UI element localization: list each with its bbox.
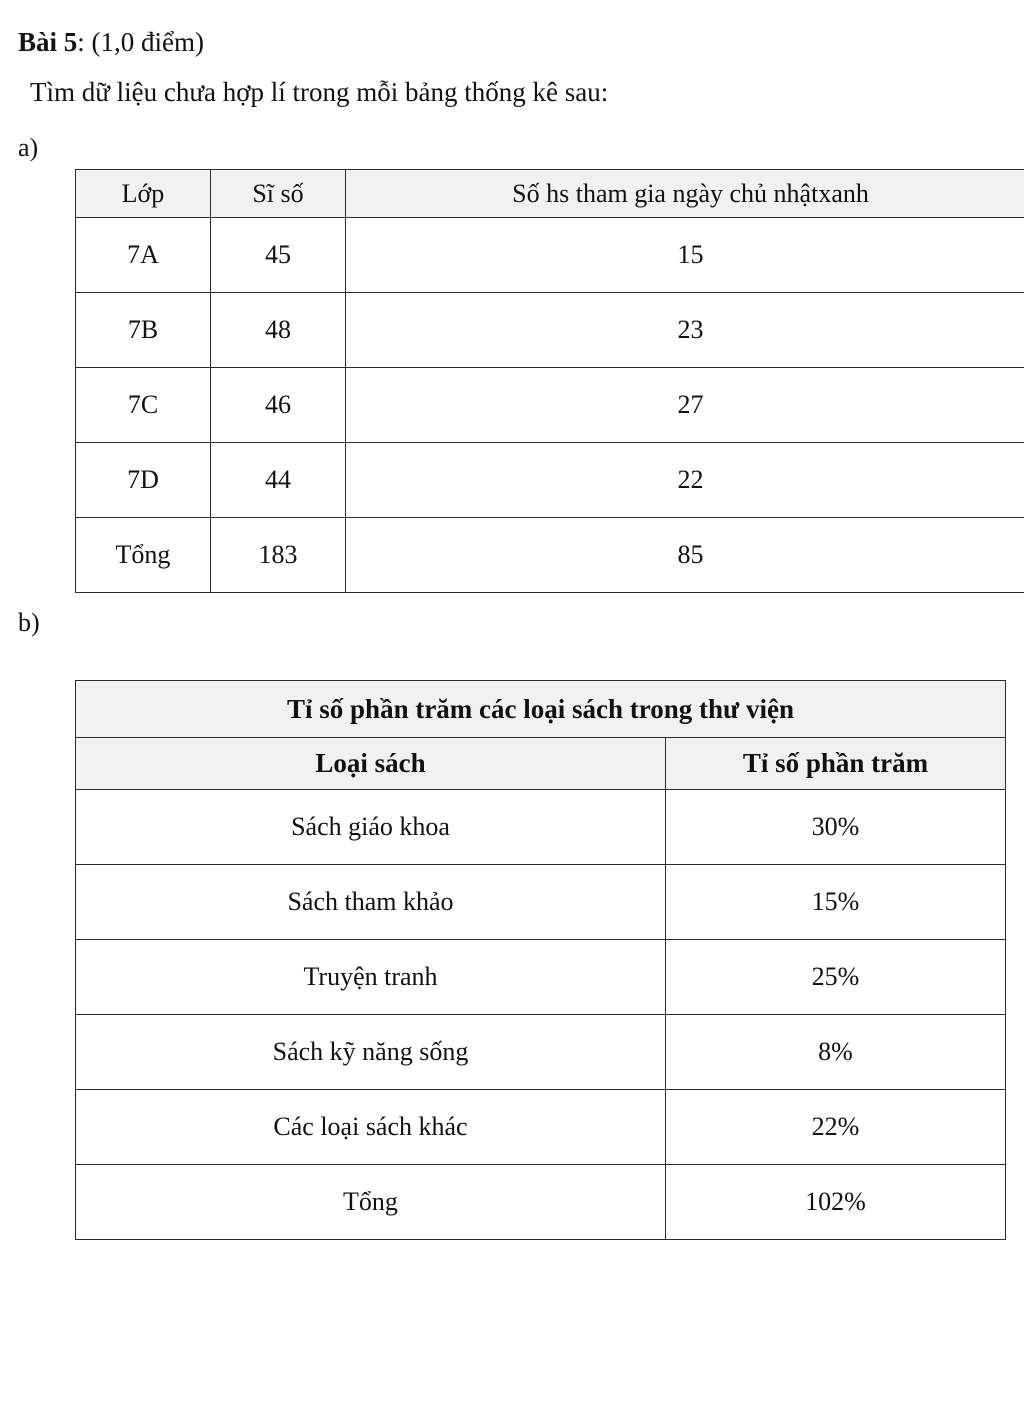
table-a-cell-participants: 22 — [346, 442, 1024, 517]
table-row — [76, 1014, 1006, 1089]
table-a-cell-class: 7C — [76, 367, 211, 442]
part-a-label: a) — [18, 132, 39, 162]
table-b-caption-row — [76, 681, 1006, 738]
table-row — [76, 217, 1024, 292]
table-b-cell-percentage: 15% — [666, 864, 1006, 939]
table-a-cell-participants: 27 — [346, 367, 1024, 442]
table-a-cell-size: 183 — [211, 517, 346, 592]
table-row-total — [76, 1164, 1006, 1239]
table-b-cell-book-type: Sách kỹ năng sống — [76, 1014, 666, 1089]
table-b-cell-book-type: Truyện tranh — [76, 939, 666, 1014]
table-b-cell-book-type: Sách giáo khoa — [76, 789, 666, 864]
table-a-header-row — [76, 169, 1024, 217]
table-a-cell-participants: 85 — [346, 517, 1024, 592]
table-b-cell-percentage: 30% — [666, 789, 1006, 864]
table-a-cell-participants: 23 — [346, 292, 1024, 367]
page-bottom-spacer — [0, 1240, 1024, 1270]
table-b-cell-book-type: Tổng — [76, 1164, 666, 1239]
statistics-table-a — [75, 169, 1024, 593]
exercise-prompt: Tìm dữ liệu chưa hợp lí trong mỗi bảng thống kê sau: — [30, 76, 609, 107]
table-b-cell-book-type: Sách tham khảo — [76, 864, 666, 939]
exercise-heading — [18, 26, 1024, 60]
table-row — [76, 864, 1006, 939]
table-b-header-row — [76, 738, 1006, 789]
table-a-cell-class: Tổng — [76, 517, 211, 592]
table-b-header-percentage: Tỉ số phần trăm — [666, 738, 1006, 789]
table-a-cell-class: 7A — [76, 217, 211, 292]
table-a-header-class: Lớp — [76, 169, 211, 217]
table-a-cell-size: 46 — [211, 367, 346, 442]
table-row — [76, 939, 1006, 1014]
part-b-label: b) — [18, 607, 40, 637]
table-a-cell-participants: 15 — [346, 217, 1024, 292]
table-row — [76, 442, 1024, 517]
table-row — [76, 1089, 1006, 1164]
table-row — [76, 292, 1024, 367]
table-a-header-participants: Số hs tham gia ngày chủ nhậtxanh — [346, 169, 1024, 217]
table-a-cell-size: 44 — [211, 442, 346, 517]
table-row-total — [76, 517, 1024, 592]
table-b-cell-percentage: 8% — [666, 1014, 1006, 1089]
table-a-header-size: Sĩ số — [211, 169, 346, 217]
statistics-table-b — [75, 680, 1006, 1240]
exercise-label: Bài 5 — [18, 27, 78, 57]
table-a-cell-class: 7B — [76, 292, 211, 367]
table-a-cell-class: 7D — [76, 442, 211, 517]
table-b-cell-percentage: 102% — [666, 1164, 1006, 1239]
table-row — [76, 789, 1006, 864]
table-b-caption: Tỉ số phần trăm các loại sách trong thư viện — [76, 681, 1006, 738]
table-b-cell-percentage: 25% — [666, 939, 1006, 1014]
table-row — [76, 367, 1024, 442]
table-a-cell-size: 48 — [211, 292, 346, 367]
table-b-cell-percentage: 22% — [666, 1089, 1006, 1164]
exercise-points: : (1,0 điểm) — [77, 27, 204, 57]
table-a-cell-size: 45 — [211, 217, 346, 292]
table-b-header-book-type: Loại sách — [76, 738, 666, 789]
table-b-cell-book-type: Các loại sách khác — [76, 1089, 666, 1164]
